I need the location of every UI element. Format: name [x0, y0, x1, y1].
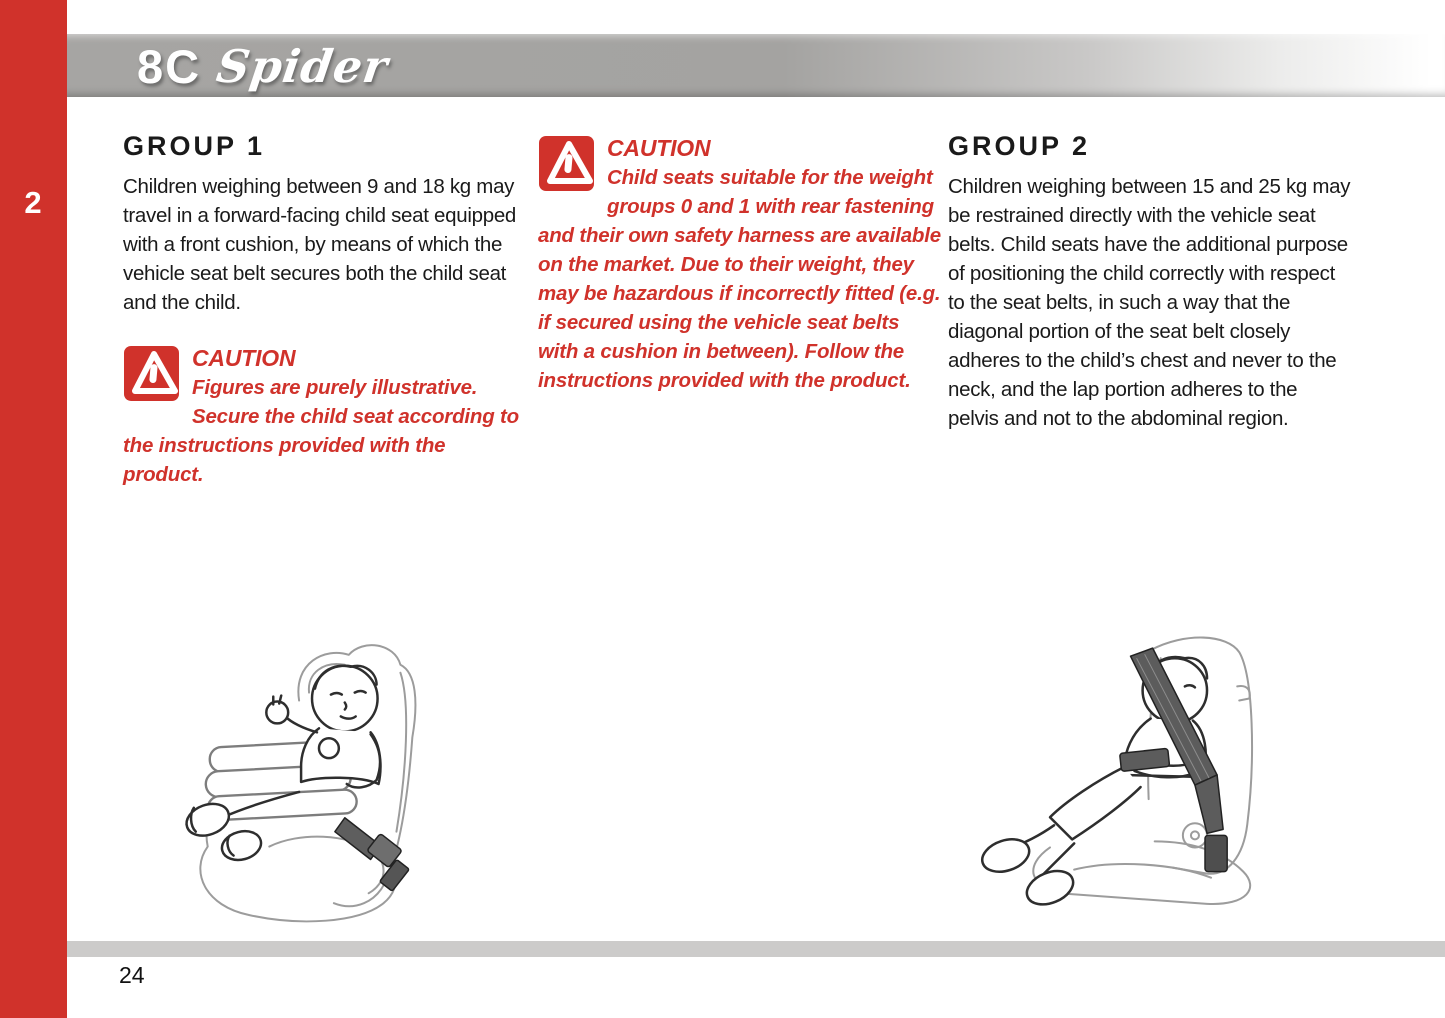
logo-8c-text: 8C [137, 39, 202, 93]
column-group1 [123, 132, 527, 489]
caution-label: CAUTION [607, 135, 711, 161]
model-logo [137, 36, 392, 96]
chapter-sidebar [0, 0, 67, 1018]
group1-body-text: Children weighing between 9 and 18 kg may travel in a forward-facing child seat equipped with a front cushion, by means of which the vehicle seat belt secures both the child seat and the child. [123, 175, 517, 314]
header-banner [67, 34, 1445, 97]
caution-label: CAUTION [192, 345, 296, 371]
warning-triangle-icon [123, 345, 180, 402]
chapter-number: 2 [24, 185, 43, 220]
group2-heading: GROUP 2 [948, 131, 1091, 161]
caution-text: Figures are purely illustrative. Secure the child seat according to the instructions provided with the product. [123, 376, 519, 486]
warning-triangle-icon [538, 135, 595, 192]
group2-seat-belt-illustration [953, 628, 1301, 930]
group1-caution-block [123, 343, 527, 489]
group1-child-seat-illustration [148, 633, 480, 931]
footer-divider-bar [67, 941, 1445, 957]
group2-body-text: Children weighing between 15 and 25 kg may be restrained directly with the vehicle seat belts. Child seats have the additional purpose of positioning the child correctly with respect to the seat belts, in such a way that the diagonal portion of the seat belt closely adheres to the child’s chest and never to the neck, and the lap portion adheres to the pelvis and not to the abdominal region. [948, 175, 1351, 430]
logo-spider-text: Spider [213, 39, 392, 93]
caution-text: Child seats suitable for the weight groups 0 and 1 with rear fastening and their own safety harness are available on the market. Due to their weight, they may be hazardous if incorrectly fitted (e.g. if secured using the vehicle seat belts with a cushion in between). Follow the instructions provided with the product. [538, 166, 941, 392]
column-middle-caution [538, 133, 942, 395]
page-number: 24 [119, 962, 145, 988]
middle-caution-block [538, 133, 942, 395]
group1-heading: GROUP 1 [123, 131, 266, 161]
column-group2 [948, 132, 1352, 433]
